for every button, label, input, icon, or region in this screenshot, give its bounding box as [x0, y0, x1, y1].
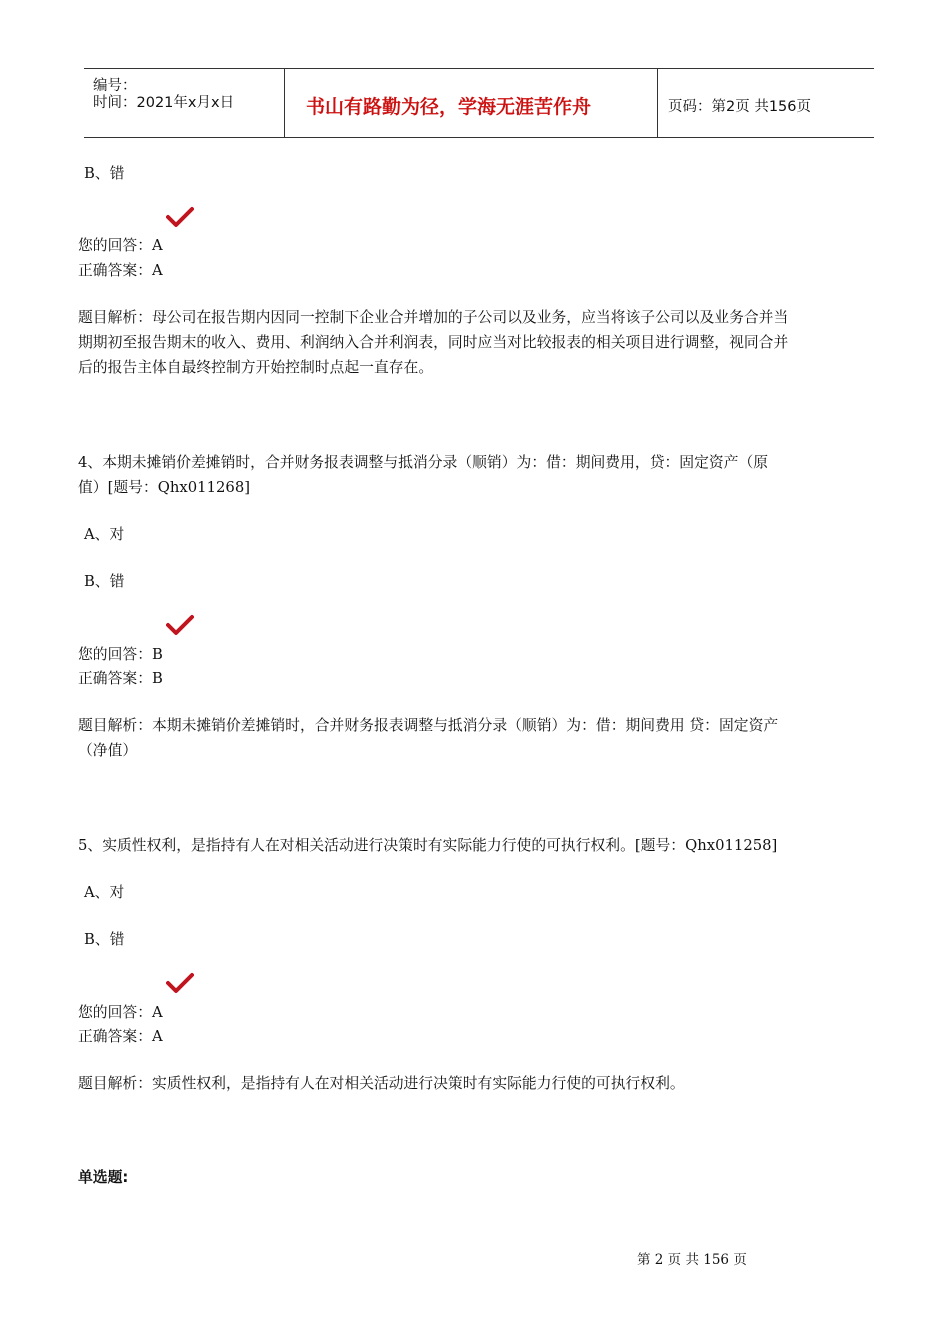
q3-analysis-line: 期期初至报告期末的收入、费用、利润纳入合并利润表，同时应当对比较报表的相关项目进行调整，视同合并 [78, 334, 789, 351]
page-footer: 第 2 页 共 156 页 [637, 1252, 747, 1268]
number-label: 编号： [93, 78, 137, 94]
section-title: 单选题: [78, 1169, 129, 1186]
q4-your-answer: 您的回答：B [78, 646, 163, 663]
header-page-label: 页码：第2页 共156页 [668, 99, 812, 115]
header-divider [657, 69, 658, 137]
document-header [84, 68, 874, 138]
q3-your-answer: 您的回答：A [78, 237, 163, 254]
q5-analysis-line: 题目解析：实质性权利，是指持有人在对相关活动进行决策时有实际能力行使的可执行权利。 [78, 1075, 685, 1092]
q4-question-line: 值）[题号：Qhx011268] [78, 479, 251, 496]
q4-analysis-line: 题目解析：本期未摊销价差摊销时，合并财务报表调整与抵消分录（顺销）为：借：期间费用 贷：固定资产 [78, 717, 779, 734]
time-label: 时间：2021年x月x日 [93, 95, 235, 111]
q3-correct-answer: 正确答案：A [78, 262, 163, 279]
q3-analysis-line: 题目解析：母公司在报告期内因同一控制下企业合并增加的子公司以及业务，应当将该子公司以及业务合并当 [78, 309, 789, 326]
q5-option-b: B、错 [84, 931, 125, 948]
q5-your-answer: 您的回答：A [78, 1004, 163, 1021]
check-icon [166, 972, 194, 994]
q4-option-a: A、对 [84, 526, 125, 543]
q5-question-line: 5、实质性权利，是指持有人在对相关活动进行决策时有实际能力行使的可执行权利。[题号：Qhx011258] [78, 837, 778, 854]
q3-option-b: B、错 [84, 165, 125, 182]
check-icon [166, 614, 194, 636]
q5-option-a: A、对 [84, 884, 125, 901]
header-motto: 书山有路勤为径，学海无涯苦作舟 [306, 96, 592, 118]
q4-correct-answer: 正确答案：B [78, 670, 163, 687]
header-divider [284, 69, 285, 137]
q5-correct-answer: 正确答案：A [78, 1028, 163, 1045]
q4-analysis-line: （净值） [78, 742, 138, 759]
check-icon [166, 206, 194, 228]
q3-analysis-line: 后的报告主体自最终控制方开始控制时点起一直存在。 [78, 359, 434, 376]
q4-option-b: B、错 [84, 573, 125, 590]
q4-question-line: 4、本期未摊销价差摊销时，合并财务报表调整与抵消分录（顺销）为：借：期间费用，贷：固定资产（原 [78, 454, 769, 471]
